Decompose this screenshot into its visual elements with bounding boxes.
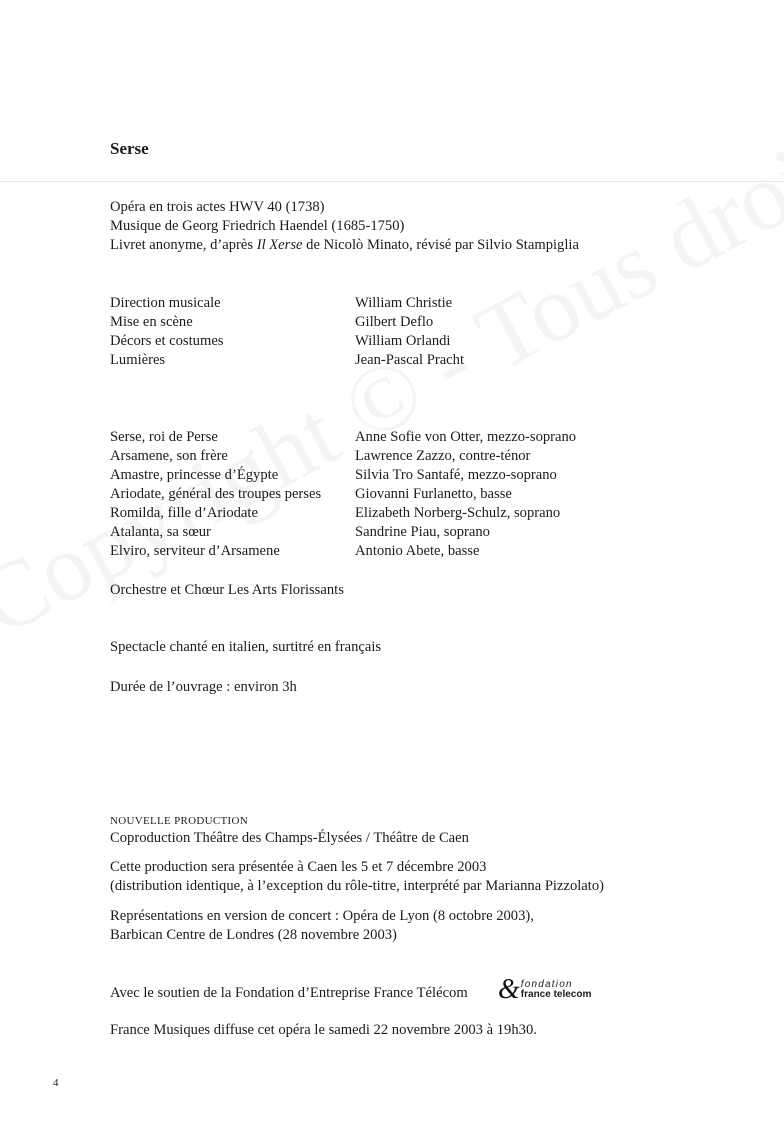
cast-singer: Anne Sofie von Otter, mezzo-soprano	[355, 429, 577, 445]
crew-name: Jean-Pascal Pracht	[355, 352, 465, 368]
broadcast-line: France Musiques diffuse cet opéra le samedi 22 novembre 2003 à 19h30.	[110, 1022, 537, 1038]
page-number: 4	[53, 1077, 59, 1089]
cast-singer: Elizabeth Norberg-Schulz, soprano	[355, 505, 561, 521]
crew-name: William Orlandi	[355, 333, 451, 349]
logo-ampersand: &	[498, 974, 520, 1005]
cast-singer: Lawrence Zazzo, contre-ténor	[355, 448, 531, 464]
libretto-post: de Nicolò Minato, révisé par Silvio Stampiglia	[302, 237, 579, 253]
orchestra-line: Orchestre et Chœur Les Arts Florissants	[110, 582, 344, 598]
cast-singer: Antonio Abete, basse	[355, 543, 480, 559]
cast-role: Amastre, princesse d’Égypte	[110, 467, 279, 483]
cast-singer: Sandrine Piau, soprano	[355, 524, 490, 540]
cast-role: Ariodate, général des troupes perses	[110, 486, 322, 502]
france-telecom-foundation-logo	[498, 976, 591, 1004]
crew-role: Mise en scène	[110, 314, 193, 330]
concert-line-1: Représentations en version de concert : Opéra de Lyon (8 octobre 2003),	[110, 908, 534, 924]
cast-role: Atalanta, sa sœur	[110, 524, 211, 540]
libretto-source-title: Il Xerse	[256, 237, 303, 253]
info-line-2: Musique de Georg Friedrich Haendel (1685-1750)	[110, 218, 405, 234]
cast-role: Romilda, fille d’Ariodate	[110, 505, 258, 521]
caen-line-2: (distribution identique, à l’exception du rôle-titre, interprété par Marianna Pizzolato)	[110, 878, 604, 894]
logo-bottom-text: france telecom	[520, 989, 592, 1000]
duration-line: Durée de l’ouvrage : environ 3h	[110, 679, 297, 695]
crew-name: William Christie	[355, 295, 453, 311]
info-line-1: Opéra en trois actes HWV 40 (1738)	[110, 199, 325, 215]
libretto-pre: Livret anonyme, d’après	[110, 237, 257, 253]
crew-role: Décors et costumes	[110, 333, 224, 349]
cast-role: Arsamene, son frère	[110, 448, 228, 464]
caen-line-1: Cette production sera présentée à Caen les 5 et 7 décembre 2003	[110, 859, 487, 875]
page-title: Serse	[110, 139, 149, 158]
crew-role: Direction musicale	[110, 295, 221, 311]
crew-name: Gilbert Deflo	[355, 314, 434, 330]
concert-line-2: Barbican Centre de Londres (28 novembre 2003)	[110, 927, 397, 943]
top-rule	[0, 181, 784, 182]
coproduction-line: Coproduction Théâtre des Champs-Élysées / Théâtre de Caen	[110, 830, 469, 846]
info-line-3	[110, 236, 579, 255]
language-line: Spectacle chanté en italien, surtitré en français	[110, 639, 382, 655]
logo-top-text: fondation	[520, 979, 573, 990]
support-line: Avec le soutien de la Fondation d’Entreprise France Télécom	[110, 985, 468, 1001]
logo-text	[521, 980, 592, 1000]
production-label: NOUVELLE PRODUCTION	[110, 815, 248, 827]
cast-singer: Silvia Tro Santafé, mezzo-soprano	[355, 467, 557, 483]
cast-singer: Giovanni Furlanetto, basse	[355, 486, 512, 502]
cast-role: Elviro, serviteur d’Arsamene	[110, 543, 280, 559]
crew-role: Lumières	[110, 352, 166, 368]
cast-role: Serse, roi de Perse	[110, 429, 218, 445]
